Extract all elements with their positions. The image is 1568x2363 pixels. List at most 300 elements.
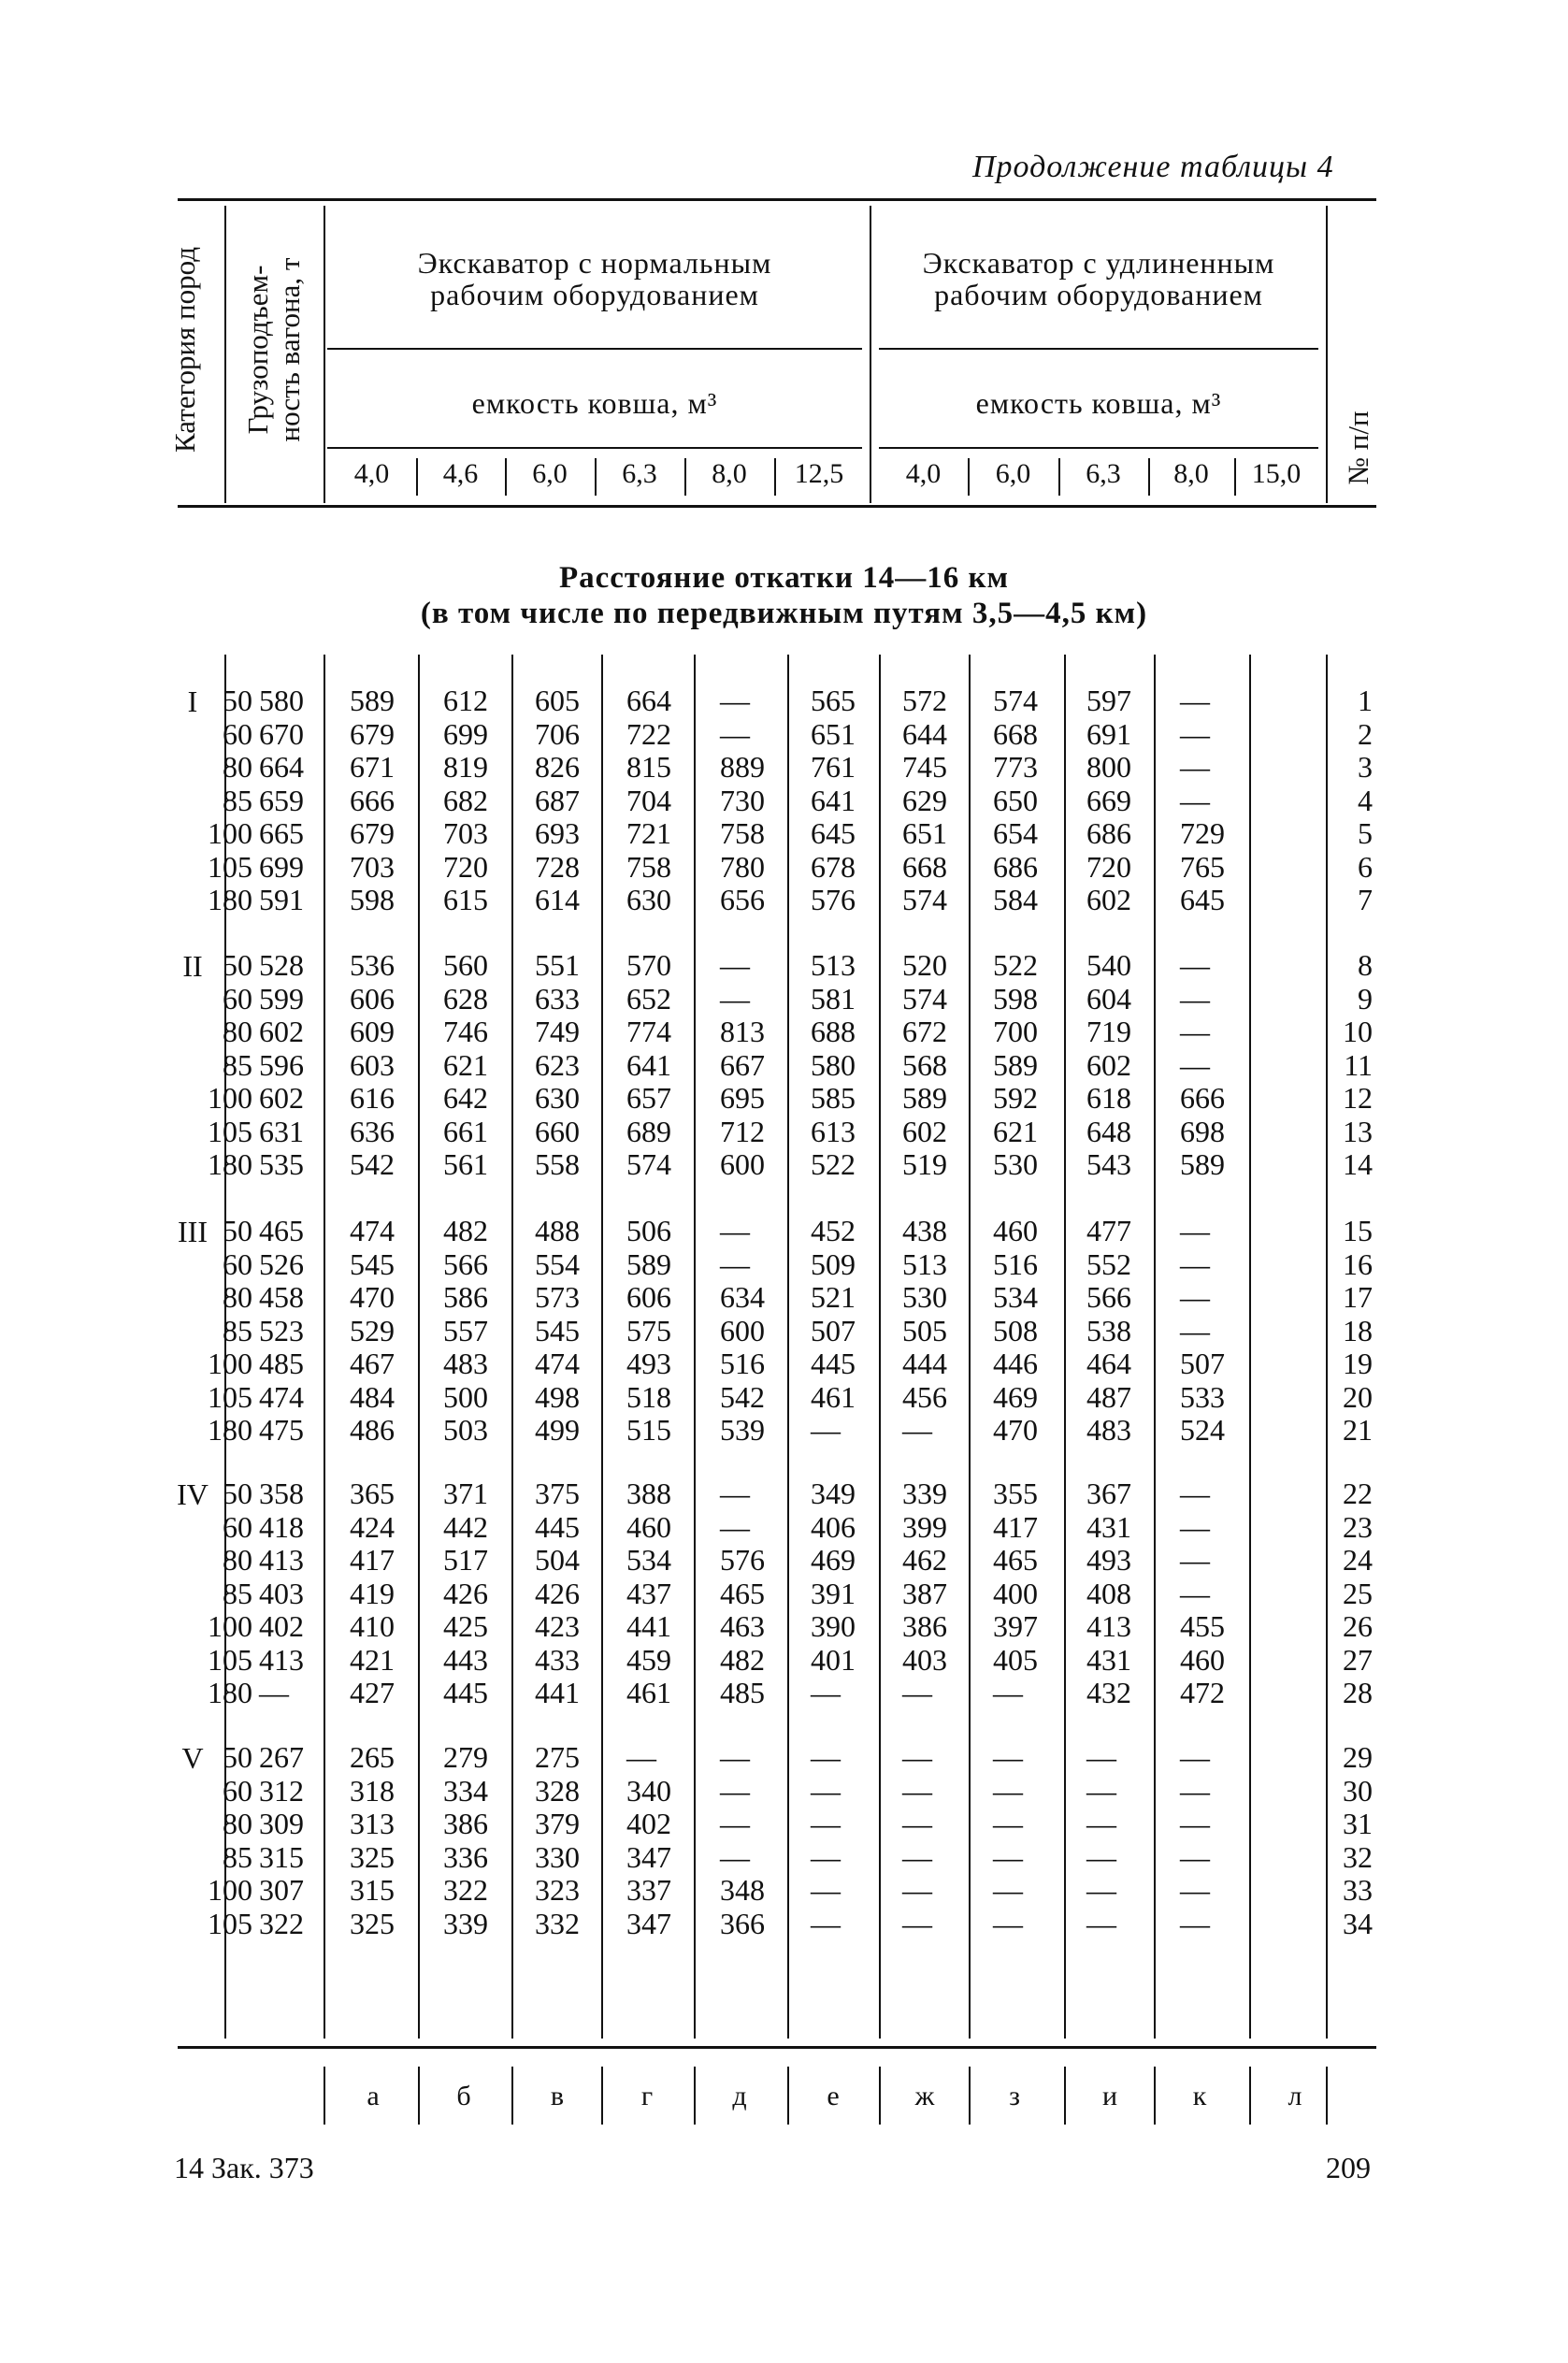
rock-category-label: V xyxy=(181,1741,204,1775)
productivity-cell: 520 xyxy=(902,948,947,982)
productivity-cell: 604 xyxy=(1086,981,1131,1016)
productivity-cell: 719 xyxy=(1086,1015,1131,1048)
row-number-cell: 2 xyxy=(1358,716,1373,751)
productivity-cell: 889 xyxy=(720,750,765,784)
productivity-cell: 433 xyxy=(535,1642,580,1677)
letter-divider xyxy=(511,2067,513,2125)
row-number-cell: 10 xyxy=(1343,1015,1373,1048)
productivity-cell: 568 xyxy=(902,1047,947,1082)
row-number-cell: 8 xyxy=(1358,948,1373,982)
wagon-capacity-cell: 105 xyxy=(208,1906,252,1940)
productivity-cell: 589 xyxy=(993,1047,1038,1082)
productivity-cell: — xyxy=(1180,750,1210,784)
row-number-cell: 26 xyxy=(1343,1609,1373,1643)
wagon-capacity-cell: 50 xyxy=(223,1214,252,1247)
productivity-cell: 265 xyxy=(350,1740,395,1774)
productivity-cell: — xyxy=(1180,1280,1210,1314)
productivity-cell: 401 xyxy=(811,1642,856,1677)
wagon-capacity-cell: 85 xyxy=(223,1313,252,1347)
productivity-cell: 621 xyxy=(993,1114,1038,1148)
productivity-cell: 472 xyxy=(1180,1676,1225,1709)
productivity-cell: 328 xyxy=(535,1773,580,1808)
productivity-cell: 686 xyxy=(993,849,1038,884)
productivity-cell: 552 xyxy=(1086,1246,1131,1281)
productivity-cell: — xyxy=(811,1740,841,1774)
productivity-cell: 592 xyxy=(993,1081,1038,1115)
productivity-cell: 720 xyxy=(1086,849,1131,884)
productivity-cell: 332 xyxy=(535,1906,580,1940)
productivity-cell: — xyxy=(259,1676,289,1709)
productivity-cell: 503 xyxy=(443,1413,488,1447)
productivity-cell: — xyxy=(1180,1873,1210,1907)
productivity-cell: 309 xyxy=(259,1807,304,1840)
productivity-cell: 336 xyxy=(443,1839,488,1874)
productivity-cell: 641 xyxy=(626,1047,671,1082)
bucket-size-cell: 6,0 xyxy=(995,458,1031,489)
row-number-cell: 24 xyxy=(1343,1543,1373,1577)
productivity-cell: 586 xyxy=(443,1280,488,1314)
productivity-cell: 612 xyxy=(443,684,488,717)
wagon-capacity-cell: 180 xyxy=(208,1413,252,1447)
productivity-cell: 631 xyxy=(259,1114,304,1148)
productivity-cell: 689 xyxy=(626,1114,671,1148)
letter-divider xyxy=(324,2067,325,2125)
productivity-cell: 700 xyxy=(993,1015,1038,1048)
productivity-cell: — xyxy=(993,1839,1023,1874)
productivity-cell: 419 xyxy=(350,1576,395,1610)
productivity-cell: 606 xyxy=(350,981,395,1016)
productivity-cell: 477 xyxy=(1086,1214,1131,1247)
productivity-cell: 521 xyxy=(811,1280,856,1314)
productivity-cell: — xyxy=(993,1807,1023,1840)
productivity-cell: 730 xyxy=(720,783,765,817)
rock-category-label: II xyxy=(182,949,203,983)
productivity-cell: — xyxy=(1180,1839,1210,1874)
productivity-cell: 695 xyxy=(720,1081,765,1115)
letter-divider xyxy=(1326,2067,1328,2125)
row-number-cell: 22 xyxy=(1343,1477,1373,1510)
productivity-cell: — xyxy=(1180,716,1210,751)
row-number-cell: 13 xyxy=(1343,1114,1373,1148)
productivity-cell: 522 xyxy=(811,1147,856,1181)
productivity-cell: 672 xyxy=(902,1015,947,1048)
productivity-cell: 513 xyxy=(902,1246,947,1281)
productivity-cell: 460 xyxy=(626,1509,671,1544)
productivity-cell: 493 xyxy=(626,1347,671,1380)
productivity-cell: — xyxy=(720,1477,750,1510)
page-number: 209 xyxy=(1326,2151,1371,2184)
productivity-cell: — xyxy=(1180,1509,1210,1544)
productivity-cell: 780 xyxy=(720,849,765,884)
productivity-cell: 688 xyxy=(811,1015,856,1048)
row-number-cell: 5 xyxy=(1358,816,1373,850)
row-number-cell: 6 xyxy=(1358,849,1373,884)
productivity-cell: 576 xyxy=(720,1543,765,1577)
productivity-cell: 630 xyxy=(626,883,671,916)
row-number-cell: 4 xyxy=(1358,783,1373,817)
row-number-cell: 32 xyxy=(1343,1839,1373,1874)
productivity-cell: 534 xyxy=(993,1280,1038,1314)
productivity-cell: 598 xyxy=(350,883,395,916)
productivity-cell: 666 xyxy=(350,783,395,817)
productivity-cell: 746 xyxy=(443,1015,488,1048)
letter-divider xyxy=(418,2067,420,2125)
productivity-cell: 413 xyxy=(259,1642,304,1677)
productivity-cell: 566 xyxy=(1086,1280,1131,1314)
productivity-cell: 365 xyxy=(350,1477,395,1510)
productivity-cell: 421 xyxy=(350,1642,395,1677)
productivity-cell: 664 xyxy=(626,684,671,717)
wagon-capacity-cell: 50 xyxy=(223,684,252,717)
wagon-capacity-cell: 100 xyxy=(208,1609,252,1643)
productivity-cell: 603 xyxy=(350,1047,395,1082)
productivity-cell: — xyxy=(720,1214,750,1247)
productivity-cell: 605 xyxy=(535,684,580,717)
productivity-cell: 580 xyxy=(259,684,304,717)
productivity-cell: 513 xyxy=(811,948,856,982)
productivity-cell: — xyxy=(1180,684,1210,717)
productivity-cell: 815 xyxy=(626,750,671,784)
productivity-cell: 703 xyxy=(443,816,488,850)
productivity-cell: 467 xyxy=(350,1347,395,1380)
bucket-size-cell: 8,0 xyxy=(1173,458,1209,489)
header-divider xyxy=(324,206,325,503)
productivity-cell: 545 xyxy=(535,1313,580,1347)
productivity-cell: 645 xyxy=(811,816,856,850)
productivity-cell: 529 xyxy=(350,1313,395,1347)
productivity-cell: 687 xyxy=(535,783,580,817)
productivity-cell: 267 xyxy=(259,1740,304,1774)
productivity-cell: 652 xyxy=(626,981,671,1016)
wagon-capacity-cell: 80 xyxy=(223,1807,252,1840)
productivity-cell: — xyxy=(720,1839,750,1874)
productivity-cell: 465 xyxy=(720,1576,765,1610)
header-mid-rule-normal xyxy=(327,348,862,350)
productivity-cell: 518 xyxy=(626,1379,671,1414)
productivity-cell: 679 xyxy=(350,816,395,850)
productivity-cell: 660 xyxy=(535,1114,580,1148)
productivity-cell: 598 xyxy=(993,981,1038,1016)
letter-divider xyxy=(787,2067,789,2125)
wagon-capacity-cell: 105 xyxy=(208,1642,252,1677)
wagon-capacity-cell: 50 xyxy=(223,1740,252,1774)
productivity-cell: 661 xyxy=(443,1114,488,1148)
productivity-cell: — xyxy=(1180,1740,1210,1774)
productivity-cell: 706 xyxy=(535,716,580,751)
productivity-cell: 367 xyxy=(1086,1477,1131,1510)
productivity-cell: 600 xyxy=(720,1313,765,1347)
productivity-cell: 275 xyxy=(535,1740,580,1774)
productivity-cell: — xyxy=(902,1413,932,1447)
productivity-cell: 485 xyxy=(259,1347,304,1380)
productivity-cell: 426 xyxy=(535,1576,580,1610)
row-number-cell: 31 xyxy=(1343,1807,1373,1840)
productivity-cell: 388 xyxy=(626,1477,671,1510)
productivity-cell: 402 xyxy=(626,1807,671,1840)
productivity-cell: — xyxy=(1180,1773,1210,1808)
productivity-cell: — xyxy=(720,1773,750,1808)
productivity-cell: 634 xyxy=(720,1280,765,1314)
productivity-cell: 315 xyxy=(259,1839,304,1874)
productivity-cell: 347 xyxy=(626,1906,671,1940)
bucket-capacity-label-normal: емкость ковша, м³ xyxy=(471,386,718,420)
productivity-cell: 545 xyxy=(350,1246,395,1281)
row-number-cell: 11 xyxy=(1344,1047,1373,1082)
productivity-cell: — xyxy=(720,1246,750,1281)
productivity-cell: — xyxy=(902,1873,932,1907)
extended-equipment-title-2: рабочим оборудованием xyxy=(934,278,1263,311)
productivity-cell: 408 xyxy=(1086,1576,1131,1610)
productivity-cell: 508 xyxy=(993,1313,1038,1347)
wagon-capacity-cell: 60 xyxy=(223,1509,252,1544)
productivity-cell: 573 xyxy=(535,1280,580,1314)
productivity-cell: 348 xyxy=(720,1873,765,1907)
extended-equipment-title-1: Экскаватор с удлиненным xyxy=(922,246,1275,280)
productivity-cell: 585 xyxy=(811,1081,856,1115)
productivity-cell: 516 xyxy=(993,1246,1038,1281)
capacity-header-line1: Грузоподъем- xyxy=(241,265,274,435)
wagon-capacity-cell: 85 xyxy=(223,1047,252,1082)
productivity-cell: 431 xyxy=(1086,1642,1131,1677)
productivity-cell: 403 xyxy=(902,1642,947,1677)
row-number-cell: 12 xyxy=(1343,1081,1373,1115)
productivity-cell: 657 xyxy=(626,1081,671,1115)
wagon-capacity-cell: 100 xyxy=(208,1873,252,1907)
column-letter: в xyxy=(550,2081,565,2111)
productivity-cell: 465 xyxy=(993,1543,1038,1577)
productivity-cell: 325 xyxy=(350,1906,395,1940)
letter-divider xyxy=(1064,2067,1066,2125)
productivity-cell: 651 xyxy=(902,816,947,850)
footer-order: 14 Зак. 373 xyxy=(174,2151,314,2184)
column-letter: и xyxy=(1101,2081,1118,2111)
row-number-cell: 1 xyxy=(1358,684,1373,717)
productivity-cell: 463 xyxy=(720,1609,765,1643)
productivity-cell: 488 xyxy=(535,1214,580,1247)
header-bucket-rule-normal xyxy=(327,447,862,449)
productivity-cell: 575 xyxy=(626,1313,671,1347)
productivity-cell: 432 xyxy=(1086,1676,1131,1709)
productivity-cell: 397 xyxy=(993,1609,1038,1643)
productivity-cell: 431 xyxy=(1086,1509,1131,1544)
wagon-capacity-cell: 80 xyxy=(223,1543,252,1577)
productivity-cell: 642 xyxy=(443,1081,488,1115)
productivity-cell: 774 xyxy=(626,1015,671,1048)
column-letter: д xyxy=(732,2081,747,2111)
productivity-cell: 445 xyxy=(443,1676,488,1709)
productivity-cell: — xyxy=(1180,1576,1210,1610)
productivity-cell: 557 xyxy=(443,1313,488,1347)
productivity-cell: 485 xyxy=(720,1676,765,1709)
wagon-capacity-cell: 180 xyxy=(208,883,252,916)
productivity-cell: 629 xyxy=(902,783,947,817)
productivity-cell: — xyxy=(811,1807,841,1840)
productivity-cell: 443 xyxy=(443,1642,488,1677)
row-number-cell: 16 xyxy=(1343,1246,1373,1281)
productivity-cell: 698 xyxy=(1180,1114,1225,1148)
productivity-cell: 507 xyxy=(811,1313,856,1347)
number-header: № п/п xyxy=(1342,411,1374,485)
productivity-cell: 423 xyxy=(535,1609,580,1643)
productivity-cell: 445 xyxy=(811,1347,856,1380)
productivity-cell: 418 xyxy=(259,1509,304,1544)
productivity-cell: 630 xyxy=(535,1081,580,1115)
productivity-cell: 441 xyxy=(626,1609,671,1643)
productivity-cell: 417 xyxy=(993,1509,1038,1544)
productivity-cell: 461 xyxy=(626,1676,671,1709)
productivity-cell: 600 xyxy=(720,1147,765,1181)
productivity-cell: 438 xyxy=(902,1214,947,1247)
column-letter: е xyxy=(827,2081,840,2111)
productivity-cell: 543 xyxy=(1086,1147,1131,1181)
productivity-cell: 606 xyxy=(626,1280,671,1314)
rock-category-label: IV xyxy=(177,1477,209,1511)
productivity-cell: 664 xyxy=(259,750,304,784)
row-number-cell: 30 xyxy=(1343,1773,1373,1808)
productivity-cell: 540 xyxy=(1086,948,1131,982)
productivity-cell: 483 xyxy=(443,1347,488,1380)
productivity-cell: — xyxy=(1180,1543,1210,1577)
letter-divider xyxy=(879,2067,881,2125)
productivity-cell: 410 xyxy=(350,1609,395,1643)
productivity-cell: — xyxy=(1180,1047,1210,1082)
productivity-cell: 574 xyxy=(626,1147,671,1181)
productivity-cell: 323 xyxy=(535,1873,580,1907)
productivity-cell: 347 xyxy=(626,1839,671,1874)
row-number-cell: 34 xyxy=(1343,1906,1373,1940)
bucket-size-cell: 6,0 xyxy=(532,458,568,489)
productivity-cell: — xyxy=(720,948,750,982)
wagon-capacity-cell: 50 xyxy=(223,1477,252,1510)
productivity-cell: 615 xyxy=(443,883,488,916)
row-number-cell: 19 xyxy=(1343,1347,1373,1380)
productivity-cell: 498 xyxy=(535,1379,580,1414)
header-top-rule xyxy=(178,198,1376,201)
column-letter: к xyxy=(1192,2081,1207,2111)
productivity-cell: 721 xyxy=(626,816,671,850)
productivity-cell: 507 xyxy=(1180,1347,1225,1380)
wagon-capacity-cell: 85 xyxy=(223,1576,252,1610)
productivity-cell: 528 xyxy=(259,948,304,982)
productivity-cell: 500 xyxy=(443,1379,488,1414)
productivity-cell: 699 xyxy=(443,716,488,751)
productivity-cell: 761 xyxy=(811,750,856,784)
header-mid-rule-extended xyxy=(879,348,1318,350)
productivity-cell: — xyxy=(811,1873,841,1907)
bucket-size-cell: 6,3 xyxy=(622,458,657,489)
column-letter: а xyxy=(367,2081,380,2111)
productivity-cell: 470 xyxy=(350,1280,395,1314)
productivity-cell: 703 xyxy=(350,849,395,884)
productivity-cell: 800 xyxy=(1086,750,1131,784)
wagon-capacity-cell: 100 xyxy=(208,1081,252,1115)
row-number-cell: 23 xyxy=(1343,1509,1373,1544)
bucket-size-cell: 12,5 xyxy=(794,458,844,489)
productivity-cell: 533 xyxy=(1180,1379,1225,1414)
productivity-cell: 475 xyxy=(259,1413,304,1447)
productivity-cell: 427 xyxy=(350,1676,395,1709)
productivity-cell: 366 xyxy=(720,1906,765,1940)
productivity-cell: — xyxy=(1180,783,1210,817)
productivity-cell: 318 xyxy=(350,1773,395,1808)
productivity-cell: 403 xyxy=(259,1576,304,1610)
productivity-cell: 693 xyxy=(535,816,580,850)
productivity-cell: 609 xyxy=(350,1015,395,1048)
productivity-cell: 386 xyxy=(902,1609,947,1643)
wagon-capacity-cell: 60 xyxy=(223,1773,252,1808)
productivity-cell: 826 xyxy=(535,750,580,784)
productivity-cell: 691 xyxy=(1086,716,1131,751)
productivity-cell: 699 xyxy=(259,849,304,884)
productivity-cell: 648 xyxy=(1086,1114,1131,1148)
productivity-cell: — xyxy=(902,1839,932,1874)
productivity-cell: 668 xyxy=(902,849,947,884)
productivity-cell: 460 xyxy=(993,1214,1038,1247)
letter-divider xyxy=(969,2067,971,2125)
productivity-cell: 668 xyxy=(993,716,1038,751)
productivity-cell: 618 xyxy=(1086,1081,1131,1115)
productivity-cell: 720 xyxy=(443,849,488,884)
productivity-cell: 589 xyxy=(626,1246,671,1281)
productivity-cell: 560 xyxy=(443,948,488,982)
productivity-cell: 482 xyxy=(720,1642,765,1677)
wagon-capacity-cell: 100 xyxy=(208,816,252,850)
productivity-cell: — xyxy=(1180,1015,1210,1048)
productivity-cell: 322 xyxy=(443,1873,488,1907)
column-letter: з xyxy=(1009,2081,1020,2111)
productivity-cell: 456 xyxy=(902,1379,947,1414)
productivity-cell: — xyxy=(993,1676,1023,1709)
productivity-cell: 523 xyxy=(259,1313,304,1347)
productivity-cell: 459 xyxy=(626,1642,671,1677)
bucket-size-cell: 15,0 xyxy=(1251,458,1302,489)
productivity-cell: 483 xyxy=(1086,1413,1131,1447)
productivity-cell: 644 xyxy=(902,716,947,751)
productivity-cell: 667 xyxy=(720,1047,765,1082)
productivity-cell: 539 xyxy=(720,1413,765,1447)
column-letter: б xyxy=(456,2081,471,2111)
productivity-cell: 509 xyxy=(811,1246,856,1281)
productivity-cell: 599 xyxy=(259,981,304,1016)
section-title-2: (в том числе по передвижным путям 3,5—4,5 км) xyxy=(420,597,1148,630)
productivity-cell: 484 xyxy=(350,1379,395,1414)
productivity-cell: — xyxy=(902,1740,932,1774)
productivity-cell: 474 xyxy=(350,1214,395,1247)
productivity-cell: — xyxy=(1180,1906,1210,1940)
productivity-cell: 445 xyxy=(535,1509,580,1544)
wagon-capacity-cell: 50 xyxy=(223,948,252,982)
productivity-cell: 349 xyxy=(811,1477,856,1510)
category-header: Категория пород xyxy=(168,246,201,454)
productivity-cell: 424 xyxy=(350,1509,395,1544)
column-divider xyxy=(1249,655,1251,2039)
productivity-cell: 474 xyxy=(535,1347,580,1380)
productivity-cell: 444 xyxy=(902,1347,947,1380)
row-number-cell: 21 xyxy=(1343,1413,1373,1447)
productivity-cell: 334 xyxy=(443,1773,488,1808)
productivity-cell: 597 xyxy=(1086,684,1131,717)
productivity-cell: 515 xyxy=(626,1413,671,1447)
productivity-cell: — xyxy=(902,1676,932,1709)
productivity-cell: 505 xyxy=(902,1313,947,1347)
productivity-cell: 773 xyxy=(993,750,1038,784)
wagon-capacity-cell: 180 xyxy=(208,1676,252,1709)
productivity-cell: 526 xyxy=(259,1246,304,1281)
productivity-cell: 307 xyxy=(259,1873,304,1907)
continuation-caption: Продолжение таблицы 4 xyxy=(972,150,1334,184)
productivity-cell: 358 xyxy=(259,1477,304,1510)
productivity-cell: 561 xyxy=(443,1147,488,1181)
